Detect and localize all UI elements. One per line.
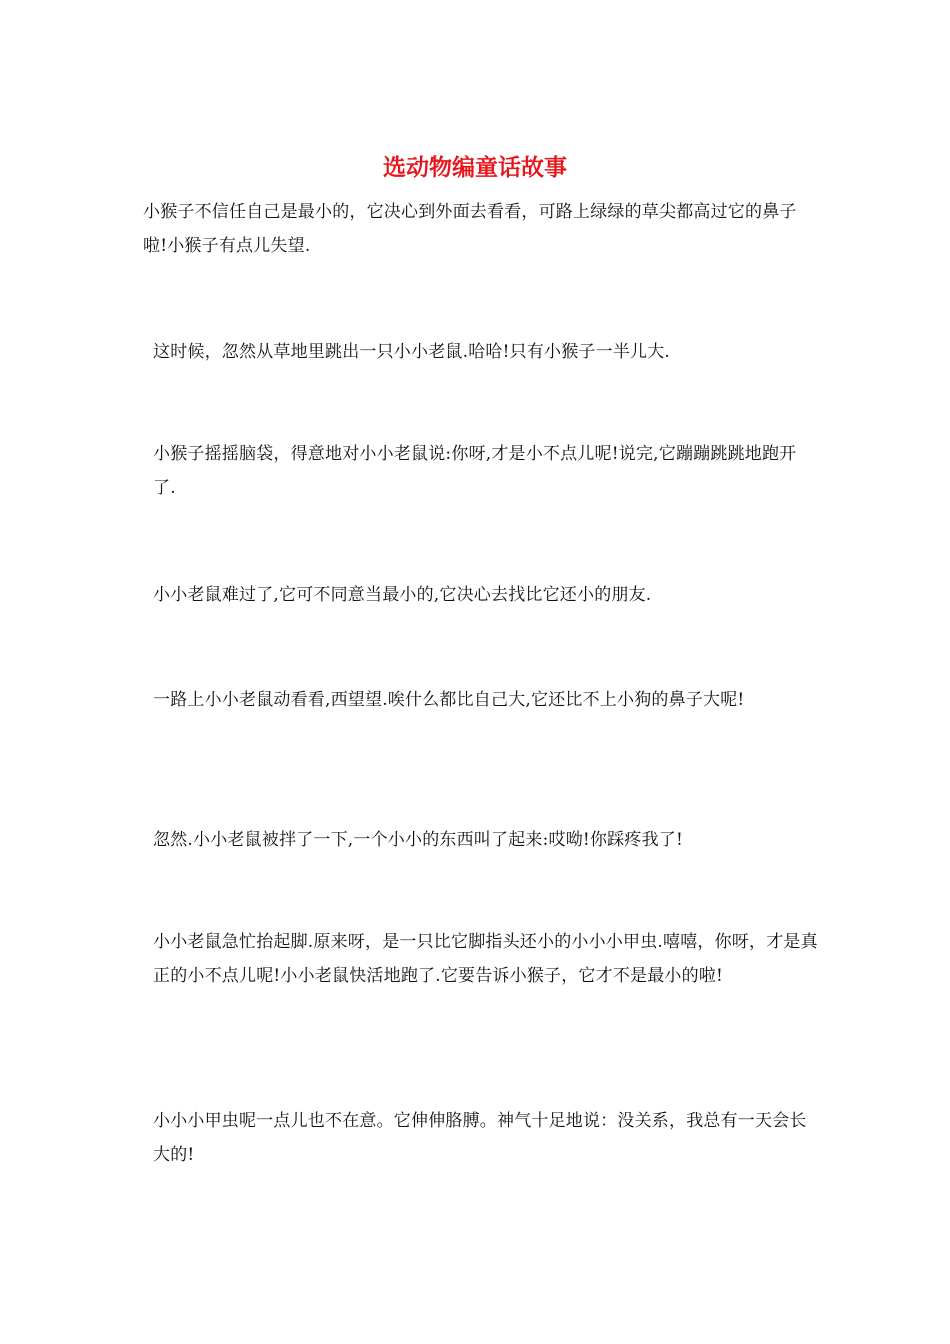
paragraph-7: 小小老鼠急忙抬起脚.原来呀，是一只比它脚指头还小的小小小甲虫.嘻嘻，你呀，才是真正的小不点儿呢!小小老鼠快活地跑了.它要告诉小猴子，它才不是最小的啦! xyxy=(153,932,818,986)
document-title: 选动物编童话故事 xyxy=(383,154,567,181)
paragraph-4: 小小老鼠难过了,它可不同意当最小的,它决心去找比它还小的朋友. xyxy=(153,585,652,605)
paragraph-8: 小小小甲虫呢一点儿也不在意。它伸伸胳膊。神气十足地说：没关系，我总有一天会长大的! xyxy=(153,1111,807,1165)
paragraph-2: 这时候，忽然从草地里跳出一只小小老鼠.哈哈!只有小猴子一半儿大. xyxy=(153,342,671,362)
paragraph-1: 小猴子不信任自己是最小的，它决心到外面去看看，可路上绿绿的草尖都高过它的鼻子啦!小猴子有点儿失望. xyxy=(143,202,797,256)
paragraph-6: 忽然.小小老鼠被拌了一下,一个小小的东西叫了起来:哎呦!你踩疼我了! xyxy=(153,830,683,850)
paragraph-5: 一路上小小老鼠动看看,西望望.唉什么都比自己大,它还比不上小狗的鼻子大呢! xyxy=(153,690,745,710)
paragraph-3: 小猴子摇摇脑袋，得意地对小小老鼠说:你呀,才是小不点儿呢!说完,它蹦蹦跳跳地跑开了. xyxy=(153,444,797,498)
